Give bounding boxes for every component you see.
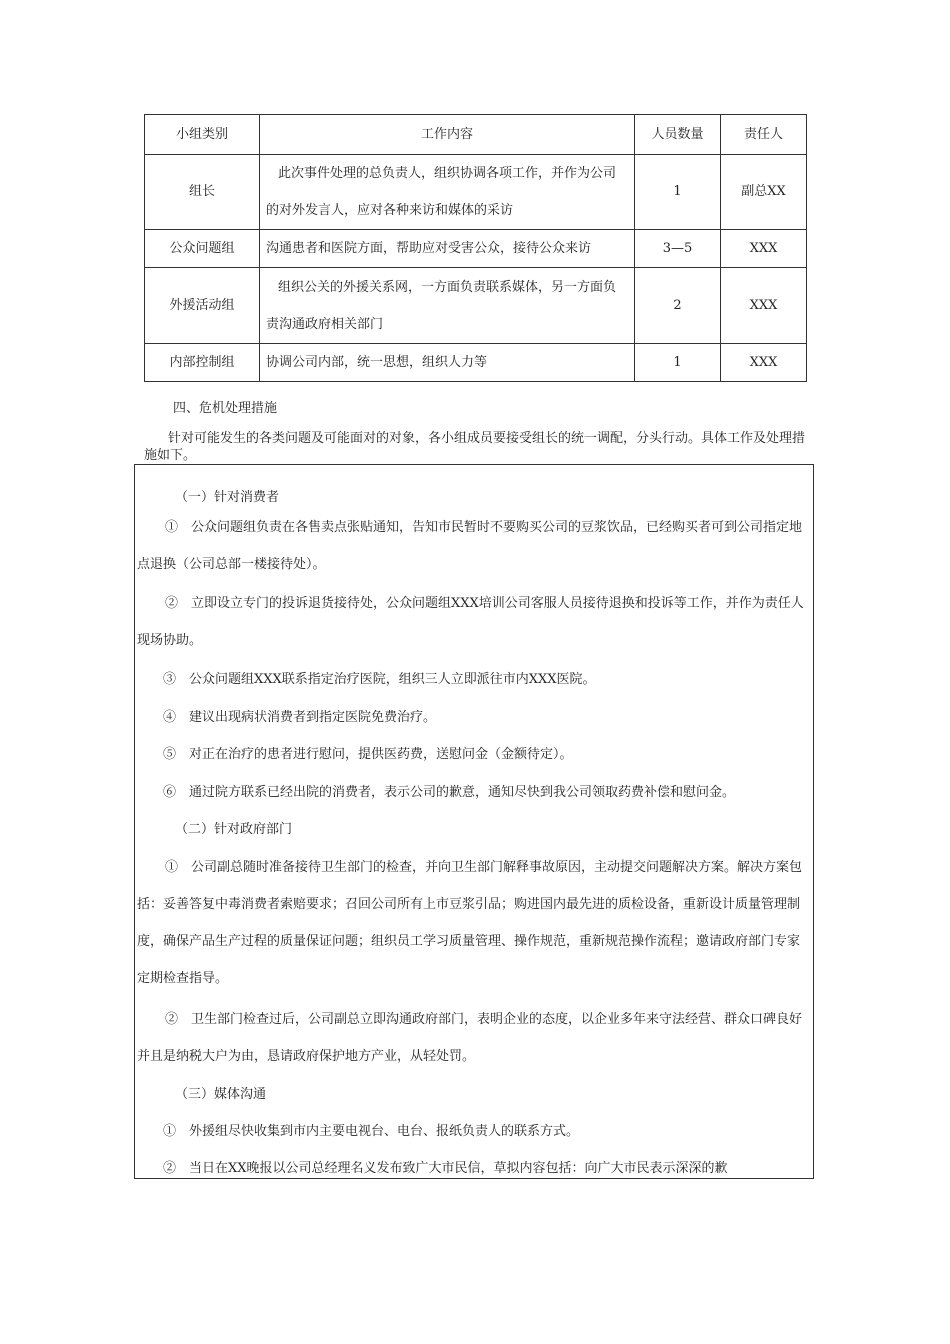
- cell-content: 沟通患者和医院方面，帮助应对受害公众，接待公众来访: [260, 230, 635, 268]
- cell-owner: XXX: [721, 344, 807, 382]
- media-item: ① 外援组尽快收集到市内主要电视台、电台、报纸负责人的联系方式。: [163, 1124, 580, 1139]
- header-owner: 责任人: [721, 115, 807, 155]
- cell-owner: 副总XX: [721, 155, 807, 230]
- section-title: 四、危机处理措施: [173, 401, 278, 416]
- heading-consumers: （一）针对消费者: [175, 490, 280, 505]
- cell-content: 协调公司内部，统一思想，组织人力等: [260, 344, 635, 382]
- government-item: ② 卫生部门检查过后，公司副总立即沟通政府部门，表明企业的态度，以企业多年来守法经营、群众口碑良好并且是纳税大户为由，恳请政府保护地方产业，从轻处罚。: [137, 1012, 803, 1064]
- table-row: [145, 155, 807, 230]
- header-count: 人员数量: [635, 115, 721, 155]
- cell-group: 内部控制组: [145, 344, 260, 382]
- table-row: [145, 344, 807, 382]
- cell-content: 组织公关的外援关系网，一方面负责联系媒体，另一方面负责沟通政府相关部门: [260, 268, 635, 344]
- consumer-item: ⑤ 对正在治疗的患者进行慰问，提供医药费，送慰问金（金额待定）。: [163, 747, 573, 762]
- media-item: ② 当日在XX晚报以公司总经理名义发布致广大市民信，草拟内容包括：向广大市民表示深深的歉: [163, 1161, 728, 1176]
- consumer-item: ③ 公众问题组XXX联系指定治疗医院，组织三人立即派往市内XXX医院。: [163, 672, 596, 687]
- table-row: [145, 268, 807, 344]
- cell-content: 此次事件处理的总负责人，组织协调各项工作，并作为公司的对外发言人，应对各种来访和媒体的采访: [260, 155, 635, 230]
- consumer-item: ① 公众问题组负责在各售卖点张贴通知，告知市民暂时不要购买公司的豆浆饮品，已经购买者可到公司指定地点退换（公司总部一楼接待处）。: [137, 520, 803, 572]
- header-content: 工作内容: [260, 115, 635, 155]
- team-table: [144, 114, 807, 382]
- government-item: ① 公司副总随时准备接待卫生部门的检查，并向卫生部门解释事故原因，主动提交问题解决方案。解决方案包括：妥善答复中毒消费者索赔要求；召回公司所有上市豆浆引品；购进国内最先进的质检设备，重新设计质量管理制度，确保产品生产过程的质量保证问题；组织员工学习质量管理、操作规范，重新规范操作流程；邀请政府部门专家定期检查指导。: [137, 860, 803, 986]
- cell-group: 组长: [145, 155, 260, 230]
- header-group: 小组类别: [145, 115, 260, 155]
- intro-paragraph: 针对可能发生的各类问题及可能面对的对象，各小组成员要接受组长的统一调配，分头行动。具体工作及处理措施如下。: [144, 431, 806, 463]
- cell-group: 外援活动组: [145, 268, 260, 344]
- consumer-item: ⑥ 通过院方联系已经出院的消费者，表示公司的歉意，通知尽快到我公司领取药费补偿和慰问金。: [163, 785, 736, 800]
- heading-government: （二）针对政府部门: [175, 822, 293, 837]
- cell-group: 公众问题组: [145, 230, 260, 268]
- cell-owner: XXX: [721, 230, 807, 268]
- cell-owner: XXX: [721, 268, 807, 344]
- consumer-item: ② 立即设立专门的投诉退货接待处，公众问题组XXX培训公司客服人员接待退换和投诉等工作，并作为责任人现场协助。: [137, 596, 804, 648]
- measures-box: [134, 464, 814, 1179]
- consumer-item: ④ 建议出现病状消费者到指定医院免费治疗。: [163, 710, 437, 725]
- cell-count: 1: [635, 344, 721, 382]
- table-row: [145, 230, 807, 268]
- cell-count: 2: [635, 268, 721, 344]
- cell-count: 1: [635, 155, 721, 230]
- table-header-row: [145, 115, 807, 155]
- cell-count: 3—5: [635, 230, 721, 268]
- heading-media: （三）媒体沟通: [175, 1087, 267, 1102]
